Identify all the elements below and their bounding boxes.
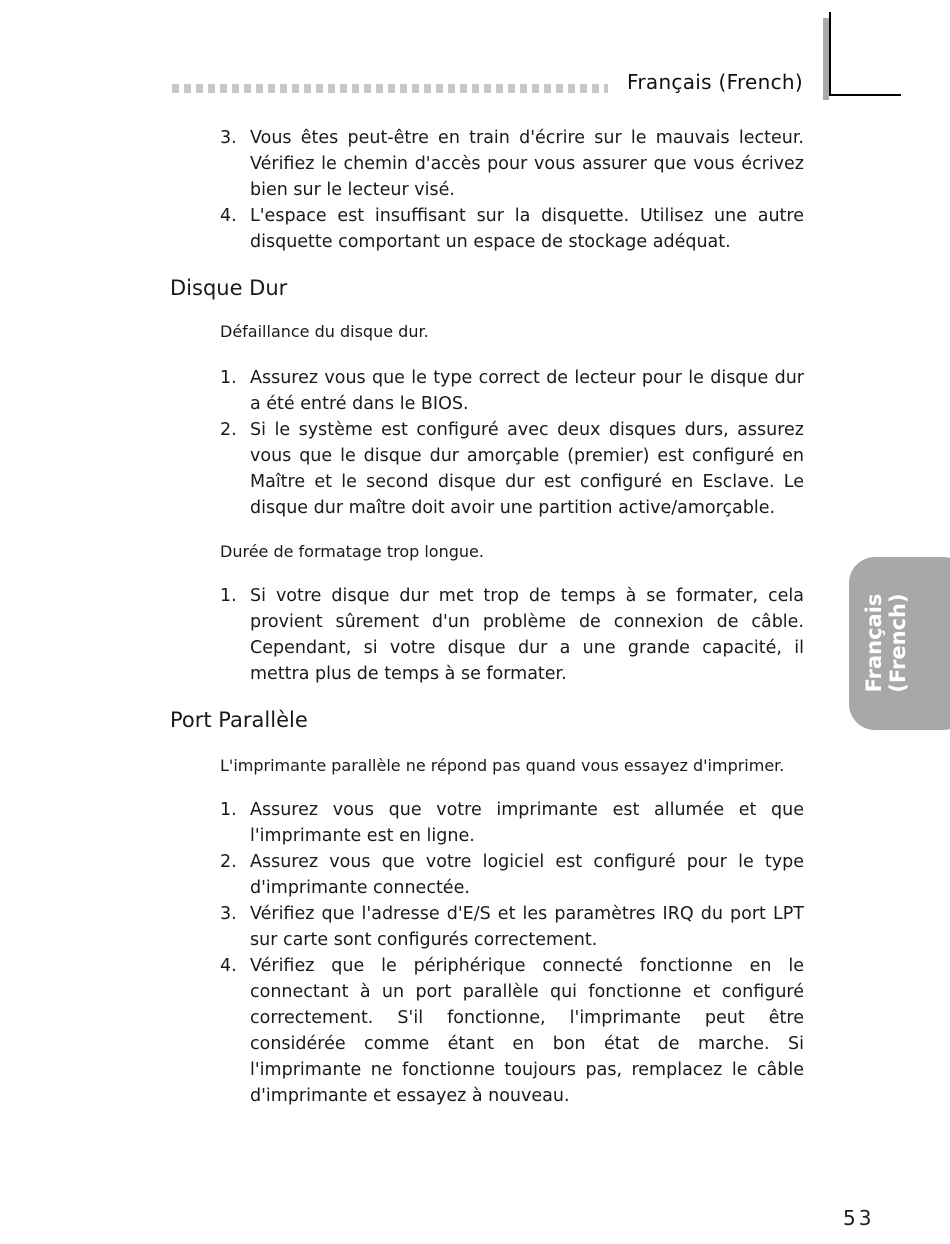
item-number: 4. (220, 206, 237, 226)
format-time-list (220, 583, 804, 687)
list-item (220, 849, 804, 901)
list-item (220, 365, 804, 417)
item-text: Si votre disque dur met trop de temps à se formater, cela provient sûrement d'un problème de connexion de câble. Cependant, si votre disque dur a une grande capacité, il mettra plus de temps à se formater. (250, 586, 804, 684)
list-item (220, 583, 804, 687)
list-item (220, 125, 804, 203)
item-number: 1. (220, 800, 237, 820)
printer-list (220, 797, 804, 1109)
corner-mark-horizontal (829, 94, 901, 96)
item-text: Assurez vous que le type correct de lecteur pour le disque dur a été entré dans le BIOS. (250, 368, 804, 414)
item-number: 4. (220, 956, 237, 976)
subsection-title: Défaillance du disque dur. (220, 322, 429, 341)
item-number: 1. (220, 586, 237, 606)
header-title: Français (French) (627, 70, 803, 94)
page-number: 53 (843, 1206, 875, 1230)
header-dotted-rule (172, 84, 608, 93)
item-text: Vérifiez que l'adresse d'E/S et les paramètres IRQ du port LPT sur carte sont configurés correctement. (250, 904, 804, 950)
side-tab-line1: Français (862, 593, 886, 693)
item-number: 2. (220, 852, 237, 872)
intro-list (220, 125, 804, 255)
item-number: 3. (220, 128, 237, 148)
list-item (220, 203, 804, 255)
subsection-title: Durée de formatage trop longue. (220, 542, 484, 561)
list-item (220, 797, 804, 849)
item-text: Si le système est configuré avec deux disques durs, assurez vous que le disque dur amorçable (premier) est configuré en Maître et le second disque dur est configuré en Esclave. Le disque dur maître doit avoir une partition active/amorçable. (250, 420, 804, 518)
item-text: Assurez vous que votre imprimante est allumée et que l'imprimante est en ligne. (250, 800, 804, 846)
list-item (220, 417, 804, 521)
item-text: Vérifiez que le périphérique connecté fonctionne en le connectant à un port parallèle qui fonctionne et configuré correctement. S'il fonctionne, l'imprimante peut être considérée comme étant en bon état de marche. Si l'imprimante ne fonctionne toujours pas, remplacez le câble d'imprimante et essayez à nouveau. (250, 956, 804, 1106)
corner-mark-vertical (829, 12, 831, 96)
item-text: L'espace est insuffisant sur la disquette. Utilisez une autre disquette comportant un espace de stockage adéquat. (250, 206, 804, 252)
item-number: 3. (220, 904, 237, 924)
list-item (220, 901, 804, 953)
side-tab-label (862, 593, 910, 692)
side-tab-line2: (French) (886, 593, 910, 693)
item-text: Assurez vous que votre logiciel est configuré pour le type d'imprimante connectée. (250, 852, 804, 898)
item-number: 2. (220, 420, 237, 440)
subsection-title: L'imprimante parallèle ne répond pas quand vous essayez d'imprimer. (220, 756, 785, 775)
page-content (170, 125, 804, 1109)
hdd-failure-list (220, 365, 804, 521)
item-text: Vous êtes peut-être en train d'écrire sur le mauvais lecteur. Vérifiez le chemin d'accès pour vous assurer que vous écrivez bien sur le lecteur visé. (250, 128, 804, 200)
item-number: 1. (220, 368, 237, 388)
section-title-disque-dur: Disque Dur (170, 276, 288, 300)
list-item (220, 953, 804, 1109)
section-title-port-parallele: Port Parallèle (170, 708, 308, 732)
